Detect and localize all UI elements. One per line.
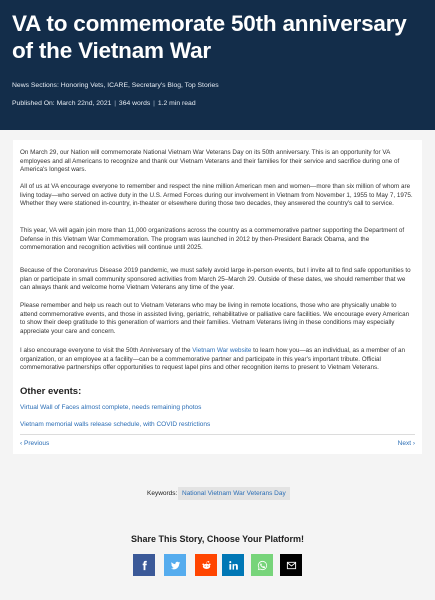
other-events-heading: Other events: [20,386,82,397]
paragraph-3: This year, VA will again join more than 11,000 organizations across the country as a commemorative partner supporting the Department of Defense in this Vietnam War Commemoration. The program was launched in 2012 by then-President Barack Obama, and the commemoration and recognition activities will continue until 2025. [20,227,405,252]
article-title: VA to commemorate 50th anniversary of the Vietnam War [12,11,407,63]
linkedin-share-button[interactable] [222,554,244,576]
vietnam-war-website-link[interactable]: Vietnam War website [192,347,252,354]
twitter-icon [170,560,181,571]
paragraph-6-text-start: I also encourage everyone to visit the 50th Anniversary of the [20,347,193,354]
paragraph-2: All of us at VA encourage everyone to remember and respect the nine million American men and women—more than six million of whom are living today—who served on active duty in the U.S. Armed Forces during our involvement in Vietnam from November 1, 1955 to May 7, 1975. Whether they were stationed in-country, in-theater or elsewhere during those two decades, they answered the country's call to service. [20,183,413,208]
other-event-link[interactable]: Vietnam memorial walls release schedule, with COVID restrictions [20,421,211,428]
article-body [13,140,422,454]
paragraph-6-text-end: to learn how you—as an individual, as a member of an organization, or an employee at a facility—can be a commemorative partner and participate in this year's important tribute. Official commemorative partnerships offer opportunities to request lapel pins and other recognition items to present to Vietnam Veterans. [20,347,406,372]
word-count: 364 words [118,100,151,107]
other-event-link[interactable]: Virtual Wall of Faces almost complete, needs remaining photos [20,404,202,411]
next-link[interactable] [398,440,415,447]
paragraph-1: On March 29, our Nation will commemorate National Vietnam War Veterans Day on its 50th anniversary. This is an opportunity for VA employees and all Americans to recognize and thank our Vietnam Veterans and their families for their service and sacrifice during one of America's longest wars. [20,149,400,174]
divider [20,434,415,435]
previous-label: Previous [23,440,50,447]
paragraph-6 [20,347,415,373]
read-time: 1.2 min read [157,100,196,107]
keywords-label: Keywords: [147,490,178,497]
facebook-icon [139,560,150,571]
whatsapp-icon [257,560,268,571]
email-share-button[interactable] [280,554,302,576]
chevron-right-icon: › [411,440,415,447]
keyword-tag[interactable]: National Vietnam War Veterans Day [178,487,290,500]
news-sections: News Sections: Honoring Vets, ICARE, Secretary's Blog, Top Stories [12,82,219,89]
meta-separator: | [114,100,118,107]
paragraph-5: Please remember and help us reach out to Vietnam Veterans who may be living in remote locations, those who are physically unable to attend commemorative events, and those in assisted living, geriatric, rehabilitative or palliative care facilities. We encourage every American to show their deep gratitude to this generation of warriors and their families. Vietnam Veterans living in these conditions may especially appreciate your care and concern. [20,302,410,335]
linkedin-icon [228,560,239,571]
facebook-share-button[interactable] [133,554,155,576]
published-date: Published On: March 22nd, 2021 [12,100,112,107]
reddit-share-button[interactable] [195,554,217,576]
twitter-share-button[interactable] [164,554,186,576]
article-header [0,0,435,130]
reddit-icon [201,560,212,571]
meta-separator: | [153,100,157,107]
whatsapp-share-button[interactable] [251,554,273,576]
next-label: Next [397,440,412,447]
chevron-left-icon: ‹ [20,440,24,447]
article-meta [12,100,196,107]
share-heading: Share This Story, Choose Your Platform! [130,534,305,544]
previous-link[interactable] [20,440,49,447]
paragraph-4: Because of the Coronavirus Disease 2019 pandemic, we must safely avoid large in-person events, but I invite all to find safe opportunities to plan or participate in small community sponsored activities from March 25–March 29. Outside of these dates, we should remember that we can always thank and welcome home Vietnam Veterans any time of the year. [20,267,411,292]
email-icon [286,560,297,571]
